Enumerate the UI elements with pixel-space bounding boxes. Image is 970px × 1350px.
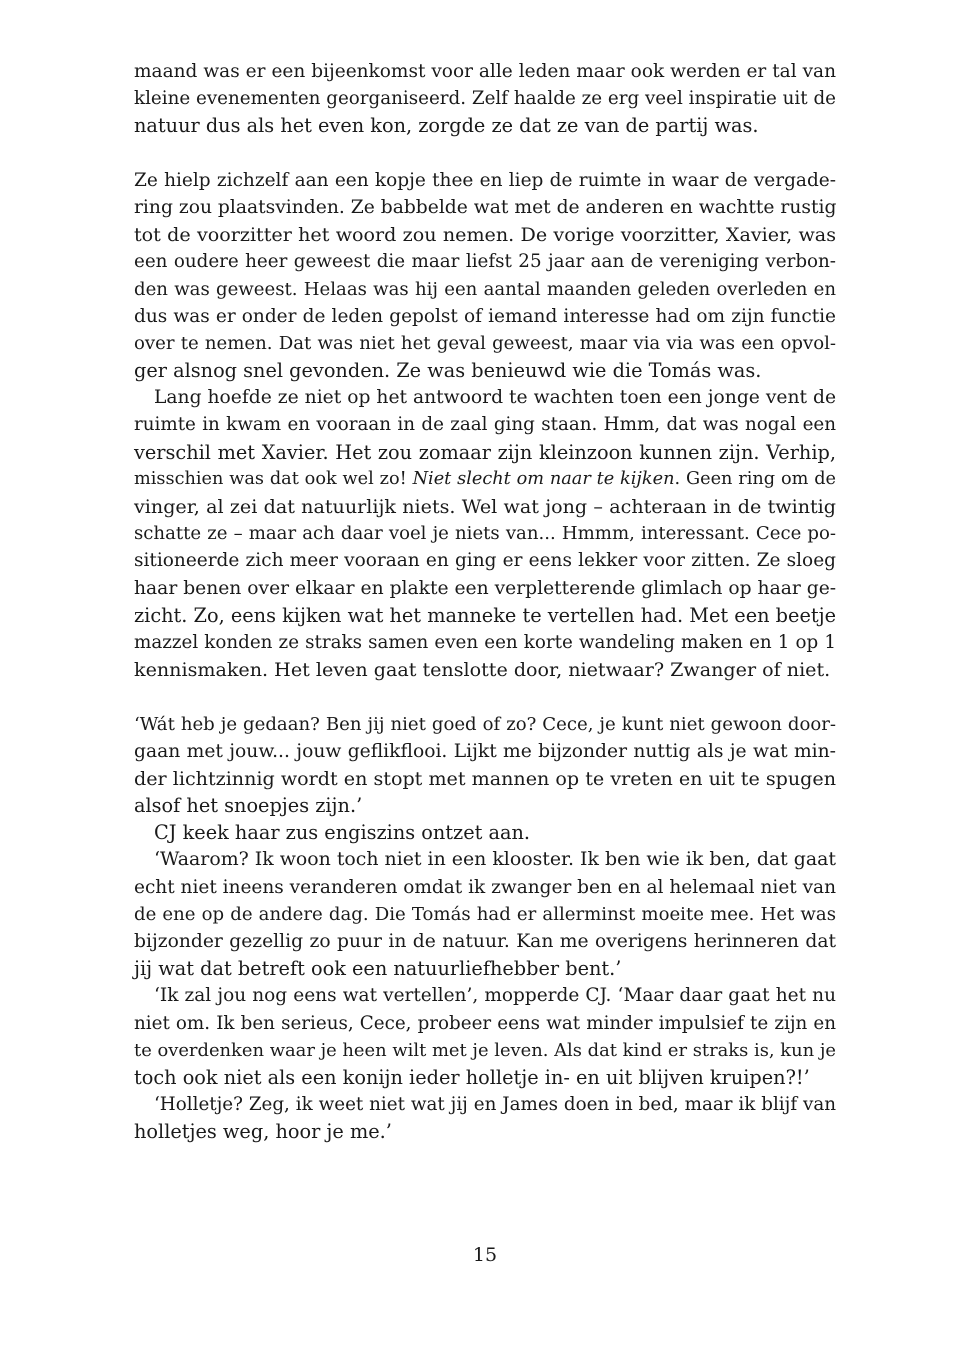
text-line: ruimte in kwam en vooraan in de zaal ging staan. Hmm, dat was nogal een bbox=[134, 414, 836, 436]
text-line: tot de voorzitter het woord zou nemen. De vorige voorzitter, Xavier, was bbox=[134, 223, 836, 247]
text-line: niet om. Ik ben serieus, Cece, probeer eens wat minder impulsief te zijn en bbox=[134, 1012, 836, 1034]
text-line: ger alsnog snel gevonden. Ze was benieuwd wie die Tomás was. bbox=[134, 359, 762, 383]
text-line: ‘Wát heb je gedaan? Ben jij niet goed of zo? Cece, je kunt niet gewoon door- bbox=[134, 713, 836, 735]
text-line: CJ keek haar zus engiszins ontzet aan. bbox=[154, 821, 531, 845]
text-line: den was geweest. Helaas was hij een aantal maanden geleden overleden en bbox=[134, 278, 836, 300]
text-line: verschil met Xavier. Het zou zomaar zijn kleinzoon kunnen zijn. Verhip, bbox=[134, 440, 836, 464]
text-line: toch ook niet als een konijn ieder holletje in- en uit blijven kruipen?!’ bbox=[134, 1065, 810, 1089]
text-line: natuur dus als het even kon, zorgde ze dat ze van de partij was. bbox=[134, 114, 759, 138]
text-line: ‘Ik zal jou nog eens wat vertellen’, mopperde CJ. ‘Maar daar gaat het nu bbox=[154, 985, 836, 1007]
text-segment: . Geen ring om de bbox=[674, 468, 836, 489]
text-line: maand was er een bijeenkomst voor alle leden maar ook werden er tal van bbox=[134, 61, 836, 82]
paragraph-gap bbox=[134, 683, 836, 710]
page-number: 15 bbox=[472, 1244, 498, 1266]
text-line: der lichtzinnig wordt en stopt met mannen op te vreten en uit te spugen bbox=[134, 766, 836, 790]
text-line: de ene op de andere dag. Die Tomás had er allerminst moeite mee. Het was bbox=[134, 903, 836, 925]
text-line: sitioneerde zich meer vooraan en ging er eens lekker voor zitten. Ze sloeg bbox=[134, 550, 836, 572]
text-line: ‘Waarom? Ik woon toch niet in een klooster. Ik ben wie ik ben, dat gaat bbox=[154, 848, 836, 871]
text-line: Lang hoefde ze niet op het antwoord te wachten toen een jonge vent de bbox=[154, 387, 836, 409]
text-line bbox=[134, 466, 836, 493]
paragraph-gap bbox=[134, 140, 836, 167]
text-line: mazzel konden ze straks samen even een korte wandeling maken en 1 op 1 bbox=[134, 631, 836, 653]
text-line: schatte ze – maar ach daar voel je niets van... Hmmm, interessant. Cece po- bbox=[134, 523, 836, 545]
page-body-text bbox=[134, 58, 836, 1146]
text-line: alsof het snoepjes zijn.’ bbox=[134, 794, 363, 818]
text-line: Ze hielp zichzelf aan een kopje thee en liep de ruimte in waar de vergade- bbox=[134, 169, 836, 191]
text-line: ring zou plaatsvinden. Ze babbelde wat met de anderen en wachtte rustig bbox=[134, 196, 837, 218]
italic-phrase: Niet slecht om naar te kijken bbox=[412, 468, 675, 489]
text-line: dus was er onder de leden gepolst of iemand interesse had om zijn functie bbox=[134, 305, 836, 327]
text-line: zicht. Zo, eens kijken wat het manneke te vertellen had. Met een beetje bbox=[134, 603, 836, 627]
text-line: haar benen over elkaar en plakte een verpletterende glimlach op haar ge- bbox=[134, 577, 837, 599]
text-line: echt niet ineens veranderen omdat ik zwanger ben en al helemaal niet van bbox=[134, 876, 836, 898]
text-line: ‘Holletje? Zeg, ik weet niet wat jij en James doen in bed, maar ik blijf van bbox=[154, 1094, 836, 1116]
text-line: holletjes weg, hoor je me.’ bbox=[134, 1120, 392, 1144]
text-line: vinger, al zei dat natuurlijk niets. Wel wat jong – achteraan in de twintig bbox=[134, 495, 836, 518]
text-line: kennismaken. Het leven gaat tenslotte door, nietwaar? Zwanger of niet. bbox=[134, 658, 831, 682]
text-line: jij wat dat betreft ook een natuurliefhebber bent.’ bbox=[134, 957, 622, 981]
text-segment: misschien was dat ook wel zo! bbox=[134, 468, 413, 489]
text-line: een oudere heer geweest die maar liefst 25 jaar aan de vereniging verbon- bbox=[134, 251, 836, 273]
text-line: te overdenken waar je heen wilt met je leven. Als dat kind er straks is, kun je bbox=[134, 1039, 836, 1061]
text-line: kleine evenementen georganiseerd. Zelf haalde ze erg veel inspiratie uit de bbox=[134, 88, 836, 110]
text-line: over te nemen. Dat was niet het geval geweest, maar via via was een opvol- bbox=[134, 332, 836, 354]
text-line: bijzonder gezellig zo puur in de natuur. Kan me overigens herinneren dat bbox=[134, 931, 836, 952]
text-line: gaan met jouw... jouw geflikflooi. Lijkt me bijzonder nuttig als je wat min- bbox=[134, 740, 836, 762]
